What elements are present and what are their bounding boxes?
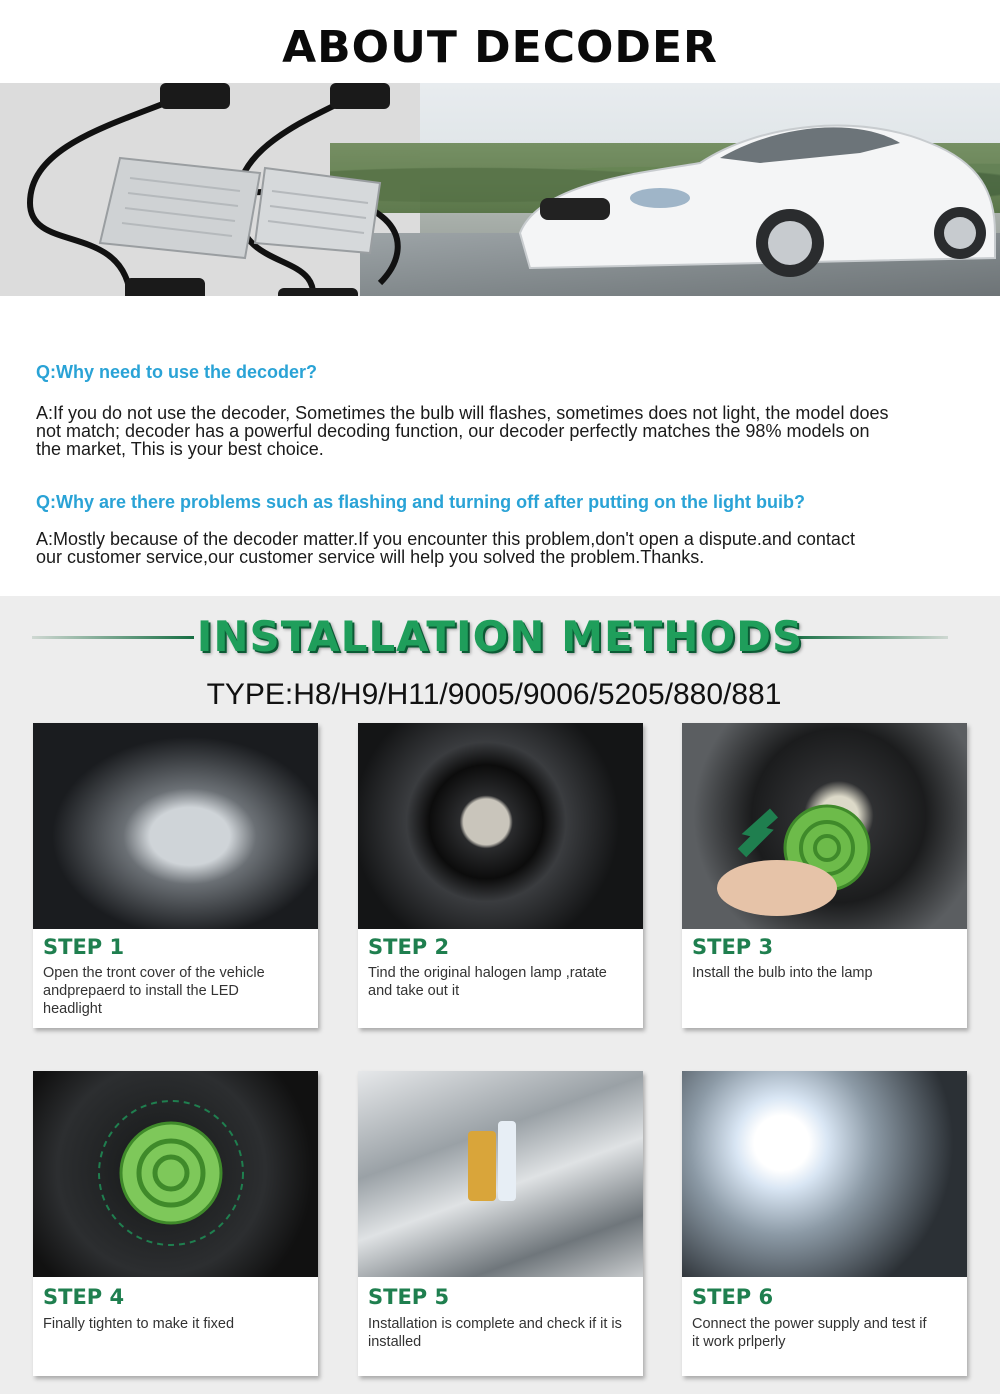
faq-answer-1: A:If you do not use the decoder, Sometimes the bulb will flashes, sometimes does not light, the model does not match; decoder has a powerful decoding function, our decoder perfectly matches the 98% models on the market, This is your best choice. [36, 403, 889, 459]
decoder-car-banner [0, 83, 1000, 296]
faq-answer-2: A:Mostly because of the decoder matter.If you encounter this problem,don't open a dispute.and contact our customer service,our customer service will help you solved the problem.Thanks. [36, 529, 855, 567]
step-1-text: Open the tront cover of the vehicle andprepaerd to install the LED headlight [43, 965, 265, 1017]
step-4-text: Finally tighten to make it fixed [43, 1316, 235, 1332]
decoder-product-illustration [0, 83, 1000, 296]
step-card-2 [358, 723, 643, 1028]
step-card-1 [33, 723, 318, 1028]
step-card-3 [682, 723, 967, 1028]
step-5-text: Installation is complete and check if it is installed [368, 1316, 622, 1350]
step-2-text: Tind the original halogen lamp ,ratate and take out it [368, 965, 607, 999]
step-4-photo [33, 1071, 318, 1277]
step-3-title: STEP 3 [692, 935, 774, 959]
step-2-title: STEP 2 [368, 935, 450, 959]
step-3-text: Install the bulb into the lamp [692, 965, 873, 981]
step-1-title: STEP 1 [43, 935, 125, 959]
step-6-title: STEP 6 [692, 1285, 774, 1309]
step-5-photo [358, 1071, 643, 1277]
page-title: ABOUT DECODER [282, 22, 718, 73]
step-2-photo [358, 723, 643, 929]
step-card-6 [682, 1071, 967, 1376]
step-card-5 [358, 1071, 643, 1376]
step-4-title: STEP 4 [43, 1285, 125, 1309]
bulb-type-list: TYPE:H8/H9/H11/9005/9006/5205/880/881 [206, 678, 782, 711]
faq-question-2: Q:Why are there problems such as flashing and turning off after putting on the light buib? [36, 492, 806, 512]
step-5-title: STEP 5 [368, 1285, 450, 1309]
step-1-photo [33, 723, 318, 929]
faq-question-1: Q:Why need to use the decoder? [36, 362, 318, 382]
step-6-text: Connect the power supply and test if it work prlperly [692, 1316, 927, 1350]
step-3-photo [682, 723, 967, 929]
step-card-4 [33, 1071, 318, 1376]
installation-title: INSTALLATION METHODS [196, 612, 804, 661]
step-6-photo [682, 1071, 967, 1277]
